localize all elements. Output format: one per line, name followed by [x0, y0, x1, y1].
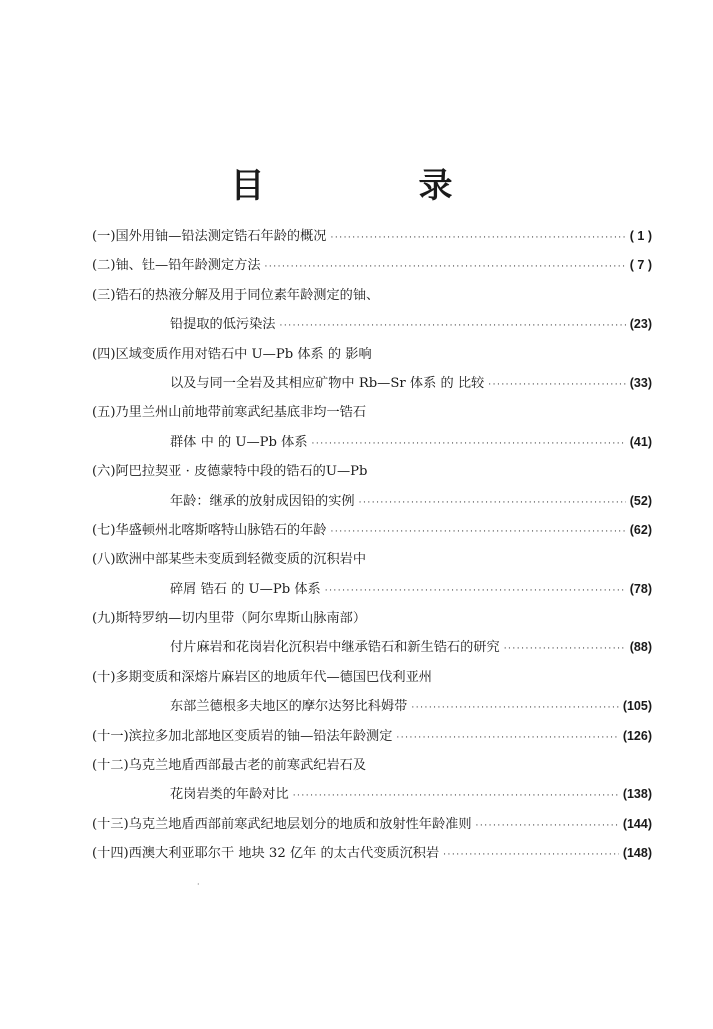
entry-number: (十三): [92, 816, 129, 832]
toc-entry-9-cont: [92, 633, 652, 662]
entry-page: (78): [629, 581, 652, 596]
toc-entry-6: [92, 457, 652, 486]
leader-dots: [504, 635, 626, 664]
leader-dots: [330, 518, 625, 547]
entry-title: 欧洲中部某些未变质到轻微变质的沉积岩中: [115, 552, 367, 568]
toc-entry-12-cont: [92, 780, 652, 809]
entry-number: (三): [92, 287, 116, 303]
entry-title: 多期变质和深熔片麻岩区的地质年代—德国巴伐利亚州: [115, 669, 432, 685]
leader-dots: [359, 489, 626, 518]
toc-entry-1: [92, 222, 652, 251]
toc-entry-2: [92, 251, 652, 280]
entry-number: (四): [92, 346, 116, 362]
entry-number: (一): [92, 229, 116, 244]
entry-title: 乌克兰地盾西部最古老的前寒武纪岩石及: [128, 758, 367, 774]
leader-dots: [312, 430, 626, 459]
entry-number: (五): [92, 405, 116, 421]
entry-number: (十): [92, 669, 116, 685]
toc-entry-8-cont: [92, 575, 652, 604]
entry-title: 花岗岩类的年龄对比: [170, 787, 289, 803]
entry-title: 铅提取的低污染法: [170, 317, 276, 333]
entry-page: (88): [629, 640, 652, 655]
entry-page: (41): [629, 434, 652, 449]
leader-dots: [265, 253, 626, 282]
entry-page: (33): [629, 375, 652, 390]
entry-title: 锆石的热液分解及用于同位素年龄测定的铀、: [115, 287, 380, 303]
toc-entry-11: [92, 722, 652, 751]
entry-page: (62): [629, 522, 652, 537]
leader-dots: [411, 694, 618, 723]
entry-title: 东部兰德根多夫地区的摩尔达努比科姆带: [170, 699, 408, 715]
page-title: 目 录: [230, 166, 513, 206]
toc-entry-4: [92, 340, 652, 369]
entry-title: 国外用铀—铅法测定锆石年龄的概况: [115, 229, 327, 244]
toc-entry-9: [92, 604, 652, 633]
entry-page: (23): [629, 317, 652, 332]
entry-number: (九): [92, 611, 116, 627]
entry-page: ( 1 ): [629, 229, 652, 243]
entry-title: 以及与同一全岩及其相应矿物中 Rb—Sr 体系 的 比较: [170, 375, 485, 391]
entry-number: (十四): [92, 846, 129, 862]
table-of-contents: [92, 222, 652, 869]
entry-page: (126): [622, 728, 652, 743]
entry-title: 铀、钍—铅年龄测定方法: [115, 258, 261, 274]
entry-title: 斯特罗纳—切内里带（阿尔卑斯山脉南部）: [115, 611, 367, 627]
entry-page: (138): [622, 787, 652, 802]
entry-title: 群体 中 的 U—Pb 体系: [170, 434, 308, 450]
entry-page: (144): [622, 816, 652, 831]
entry-number: (十二): [92, 758, 129, 774]
leader-dots: [325, 577, 626, 606]
entry-title: 滨拉多加北部地区变质岩的铀—铅法年龄测定: [128, 728, 393, 744]
toc-entry-3-cont: [92, 310, 652, 339]
entry-page: (148): [622, 846, 652, 861]
entry-title: 乃里兰州山前地带前寒武纪基底非均一锆石: [115, 405, 367, 421]
entry-title: 华盛顿州北喀斯喀特山脉锆石的年龄: [115, 522, 327, 538]
entry-number: (十一): [92, 728, 129, 744]
toc-entry-6-cont: [92, 487, 652, 516]
entry-title: 区域变质作用对锆石中 U—Pb 体系 的 影响: [115, 346, 372, 362]
leader-dots: [476, 812, 619, 841]
toc-entry-8: [92, 545, 652, 574]
toc-entry-4-cont: [92, 369, 652, 398]
entry-title: 乌克兰地盾西部前寒武纪地层划分的地质和放射性年龄准则: [128, 816, 472, 832]
toc-entry-10-cont: [92, 692, 652, 721]
toc-entry-3: [92, 281, 652, 310]
entry-page: (52): [629, 493, 652, 508]
scan-speck: ·: [197, 880, 200, 889]
toc-entry-7: [92, 516, 652, 545]
toc-entry-14: [92, 839, 652, 868]
entry-title: 年龄：继承的放射成因铅的实例: [170, 493, 355, 509]
entry-number: (六): [92, 464, 116, 480]
leader-dots: [293, 782, 619, 811]
leader-dots: [330, 224, 625, 253]
entry-title: 付片麻岩和花岗岩化沉积岩中继承锆石和新生锆石的研究: [170, 640, 500, 656]
toc-entry-5-cont: [92, 428, 652, 457]
toc-entry-10: [92, 663, 652, 692]
entry-page: ( 7 ): [629, 258, 652, 273]
entry-number: (八): [92, 552, 116, 568]
entry-title: 阿巴拉契亚 · 皮德蒙特中段的锆石的U—Pb: [115, 464, 368, 480]
toc-entry-13: [92, 810, 652, 839]
toc-entry-5: [92, 398, 652, 427]
leader-dots: [488, 371, 626, 400]
entry-title: 西澳大利亚耶尔干 地块 32 亿年 的太古代变质沉积岩: [128, 846, 440, 862]
entry-number: (七): [92, 522, 116, 538]
leader-dots: [396, 724, 618, 753]
leader-dots: [280, 312, 626, 341]
entry-title: 碎屑 锆石 的 U—Pb 体系: [170, 581, 321, 597]
entry-number: (二): [92, 258, 116, 274]
leader-dots: [443, 841, 619, 870]
toc-entry-12: [92, 751, 652, 780]
entry-page: (105): [622, 699, 652, 714]
